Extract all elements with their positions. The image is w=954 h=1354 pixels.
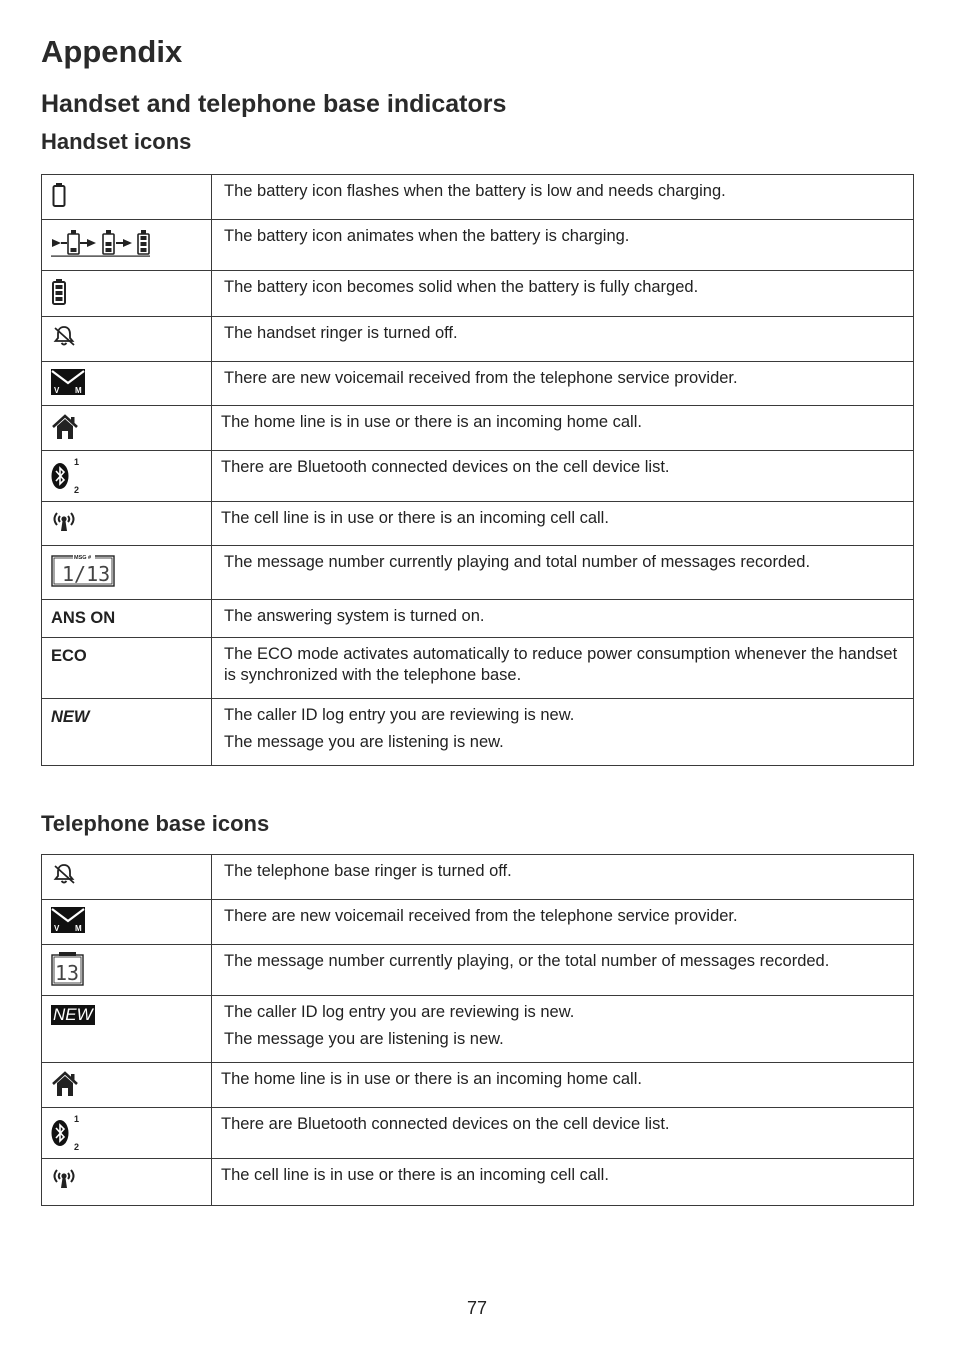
table-row [42,638,914,699]
description-cell: The telephone base ringer is turned off. [212,855,914,900]
bluetooth-slot-2: 2 [74,1142,80,1151]
icon-cell [42,317,212,362]
icon-cell [42,406,212,451]
battery-full-icon [51,278,67,306]
icon-cell [42,945,212,996]
msg-count-readout: 1/13 [62,562,111,586]
icon-cell [42,175,212,220]
description-line: The message you are listening is new. [224,733,504,751]
description-cell: The battery icon animates when the battery is charging. [212,220,914,271]
new-indicator: NEW [53,1005,93,1024]
description-cell: The cell line is in use or there is an incoming cell call. [212,1159,914,1206]
icon-cell [42,271,212,317]
voicemail-icon [51,369,85,395]
icon-cell [42,600,212,638]
description-cell: The cell line is in use or there is an incoming cell call. [212,502,914,546]
voicemail-v-label: V [54,386,60,395]
msg-number-label: MSG # [74,555,92,561]
description-cell: The ECO mode activates automatically to reduce power consumption whenever the handset is synchronized with the telephone base. [212,638,914,699]
table-row [42,317,914,362]
handset-icons-heading: Handset icons [41,129,192,154]
battery-low-icon [51,182,67,208]
ringer-off-icon [51,324,77,348]
description-line: The caller ID log entry you are reviewing is new. [224,706,575,724]
table-row [42,1159,914,1206]
bluetooth-devices-icon [51,1115,85,1151]
handset-icons-table [41,174,914,766]
eco-indicator: ECO [51,647,87,665]
voicemail-icon [51,907,85,933]
description-cell: There are Bluetooth connected devices on the cell device list. [212,1108,914,1159]
bluetooth-slot-1: 1 [74,1115,80,1124]
table-row [42,855,914,900]
battery-charging-icon [51,227,151,257]
table-row [42,175,914,220]
ringer-off-icon [51,862,77,886]
icon-cell [42,362,212,406]
home-line-icon [51,413,79,441]
new-indicator: NEW [51,708,90,726]
description-cell: The battery icon becomes solid when the battery is fully charged. [212,271,914,317]
description-cell: There are Bluetooth connected devices on the cell device list. [212,451,914,502]
icon-cell [42,855,212,900]
icon-cell [42,546,212,600]
icon-cell [42,1159,212,1206]
icon-cell [42,502,212,546]
message-count-display-icon [51,952,85,986]
icon-cell [42,220,212,271]
description-cell: There are new voicemail received from the telephone service provider. [212,900,914,945]
icon-cell [42,1108,212,1159]
icon-cell [42,996,212,1063]
table-row [42,502,914,546]
table-row [42,271,914,317]
voicemail-v-label: V [54,924,60,933]
description-cell: The handset ringer is turned off. [212,317,914,362]
table-row [42,699,914,766]
description-cell [212,996,914,1063]
table-row [42,945,914,996]
bluetooth-devices-icon [51,458,85,494]
page-number: 77 [466,1298,488,1318]
icon-cell [42,638,212,699]
table-row [42,1063,914,1108]
description-line: The message you are listening is new. [224,1030,504,1048]
display-count-readout: 13 [55,961,80,985]
ans-on-indicator: ANS ON [51,609,116,627]
section-heading: Handset and telephone base indicators [41,90,507,118]
description-cell: The answering system is turned on. [212,600,914,638]
description-cell: The message number currently playing, or the total number of messages recorded. [212,945,914,996]
icon-cell [42,451,212,502]
bluetooth-slot-1: 1 [74,458,80,467]
icon-cell [42,900,212,945]
cell-line-icon [51,509,77,533]
voicemail-m-label: M [75,924,82,933]
description-cell: The home line is in use or there is an incoming home call. [212,1063,914,1108]
table-row [42,1108,914,1159]
icon-cell [42,1063,212,1108]
table-row [42,600,914,638]
table-row [42,900,914,945]
table-row [42,451,914,502]
home-line-icon [51,1070,79,1098]
table-row [42,546,914,600]
cell-line-icon [51,1166,77,1190]
description-cell: There are new voicemail received from the telephone service provider. [212,362,914,406]
message-counter-icon [51,553,115,587]
table-row [42,406,914,451]
description-cell [212,699,914,766]
voicemail-m-label: M [75,386,82,395]
table-row [42,996,914,1063]
description-line: The caller ID log entry you are reviewing is new. [224,1003,575,1021]
icon-cell [42,699,212,766]
description-cell: The battery icon flashes when the battery is low and needs charging. [212,175,914,220]
base-icons-heading: Telephone base icons [41,811,270,836]
description-cell: The message number currently playing and total number of messages recorded. [212,546,914,600]
base-icons-table [41,854,914,1206]
table-row [42,362,914,406]
bluetooth-slot-2: 2 [74,485,80,494]
table-row [42,220,914,271]
page-heading: Appendix [41,34,183,69]
description-cell: The home line is in use or there is an incoming home call. [212,406,914,451]
